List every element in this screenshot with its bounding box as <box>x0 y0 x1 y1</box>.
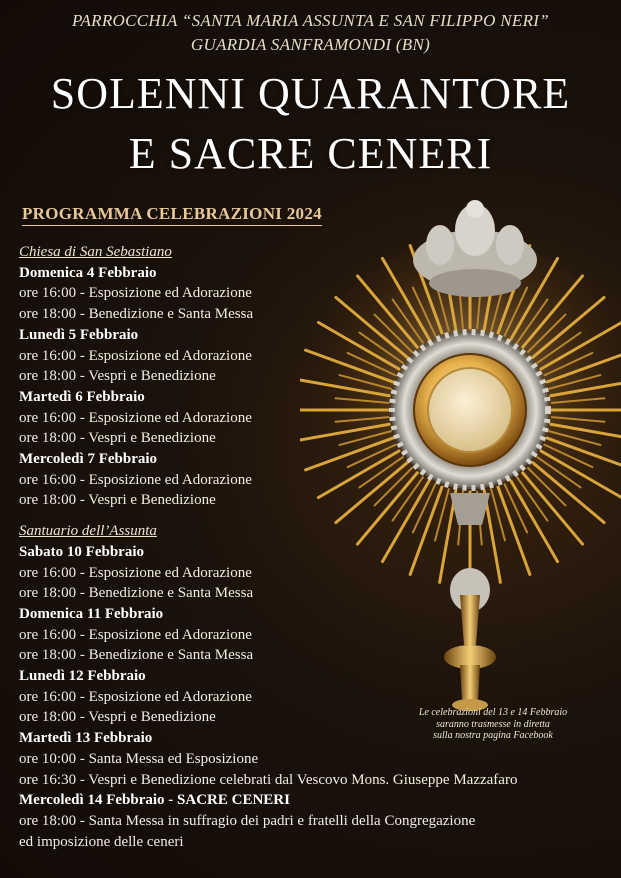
schedule-item: ore 16:00 - Esposizione ed Adorazione <box>19 471 252 488</box>
schedule-item: ore 16:00 - Esposizione ed Adorazione <box>19 564 252 581</box>
schedule-item: ore 16:00 - Esposizione ed Adorazione <box>19 409 252 426</box>
schedule-day: Domenica 11 Febbraio <box>19 605 164 622</box>
schedule-day: Lunedì 12 Febbraio <box>19 668 146 685</box>
schedule-item: ore 18:00 - Vespri e Benedizione <box>19 430 216 447</box>
schedule-item: ore 16:00 - Esposizione ed Adorazione <box>19 688 252 705</box>
main-title-line-2: E SACRE CENERI <box>128 129 493 178</box>
venue-name: Santuario dell’Assunta <box>19 523 157 540</box>
schedule-day: Lunedì 5 Febbraio <box>19 326 139 343</box>
schedule-item: ore 18:00 - Benedizione e Santa Messa <box>19 647 254 664</box>
town-name: GUARDIA SANFRAMONDI (BN) <box>190 35 431 54</box>
note-line: Le celebrazioni del 13 e 14 Febbraio <box>418 707 568 718</box>
schedule-item: ore 16:00 - Esposizione ed Adorazione <box>19 347 252 364</box>
schedule-item: ore 18:00 - Vespri e Benedizione <box>19 709 216 726</box>
venue-gap <box>19 511 619 521</box>
schedule-item: ore 18:00 - Vespri e Benedizione <box>19 368 216 385</box>
schedule-day: Sabato 10 Febbraio <box>19 543 145 560</box>
schedule-day: Mercoledì 7 Febbraio <box>19 451 158 468</box>
venue-name: Chiesa di San Sebastiano <box>19 244 172 260</box>
schedule-item: ore 10:00 - Santa Messa ed Esposizione <box>19 750 259 767</box>
schedule-day: Martedì 13 Febbraio <box>19 730 153 747</box>
broadcast-note <box>398 707 588 742</box>
schedule <box>19 242 619 852</box>
schedule-day: Domenica 4 Febbraio <box>19 264 157 281</box>
schedule-item: ore 18:00 - Vespri e Benedizione <box>19 492 216 509</box>
parish-name: PARROCCHIA “SANTA MARIA ASSUNTA E SAN FILIPPO NERI” <box>72 11 549 30</box>
schedule-item: ore 16:00 - Esposizione ed Adorazione <box>19 626 252 643</box>
note-line: sulla nostra pagina Facebook <box>433 730 553 741</box>
program-title: PROGRAMMA CELEBRAZIONI 2024 <box>22 204 322 226</box>
schedule-item: ore 16:30 - Vespri e Benedizione celebrati dal Vescovo Mons. Giuseppe Mazzafaro <box>19 771 518 788</box>
schedule-item: ore 16:00 - Esposizione ed Adorazione <box>19 285 252 302</box>
main-title-line-1: SOLENNI QUARANTORE <box>50 69 571 118</box>
schedule-day: Martedì 6 Febbraio <box>19 388 145 405</box>
schedule-day: Mercoledì 14 Febbraio - SACRE CENERI <box>19 792 290 809</box>
schedule-item: ore 18:00 - Santa Messa in suffragio dei padri e fratelli della Congregazione <box>19 812 476 829</box>
note-line: saranno trasmesse in diretta <box>436 718 550 730</box>
schedule-item: ore 18:00 - Benedizione e Santa Messa <box>19 306 254 323</box>
schedule-item: ed imposizione delle ceneri <box>19 833 184 850</box>
schedule-item: ore 18:00 - Benedizione e Santa Messa <box>19 585 254 602</box>
